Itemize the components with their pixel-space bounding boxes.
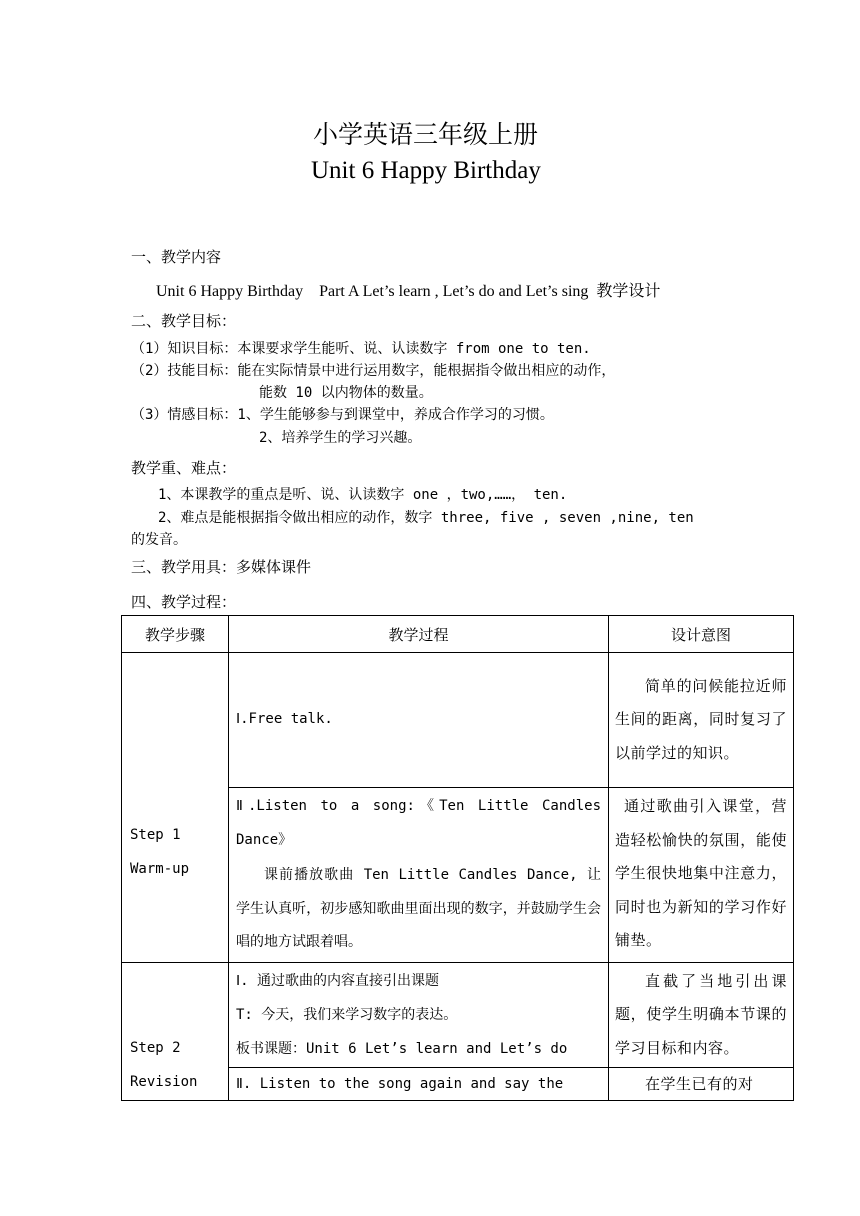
process-intro-3: 板书课题：Unit 6 Let’s learn and Let’s do: [236, 1040, 568, 1057]
process-intro-1: Ⅰ. 通过歌曲的内容直接引出课题: [236, 972, 439, 989]
key-point-1: 1、本课教学的重点是听、说、认读数字 one ，two,……， ten.: [158, 487, 568, 503]
process-song-body: 课前播放歌曲 Ten Little Candles Dance, 让学生认真听，初步感知歌曲里面出现的数字，并鼓励学生会唱的地方试跟着唱。: [236, 867, 601, 950]
header-intent: 设计意图: [609, 616, 794, 653]
header-step: 教学步骤: [122, 616, 229, 653]
section-3: 三、教学用具：多媒体课件: [131, 558, 312, 576]
table-row: [122, 962, 794, 1068]
key-points-heading: 教学重、难点：: [131, 459, 237, 477]
intent-cell: [609, 788, 794, 963]
intent-cell: [609, 962, 794, 1068]
section-1-content: Unit 6 Happy Birthday Part A Let’s learn , Let’s do and Let’s sing 教学设计: [156, 283, 661, 300]
process-cell: [229, 653, 609, 788]
goal-skill: （2）技能目标：能在实际情景中进行运用数字，能根据指令做出相应的动作，: [131, 363, 616, 379]
table-row: [122, 653, 794, 788]
intent-free-talk: 简单的问候能拉近师生间的距离，同时复习了以前学过的知识。: [615, 676, 787, 762]
step-2-sub: Revision: [130, 1073, 198, 1090]
process-song-title: Ⅱ.Listen to a song:《Ten Little Candles Dance》: [236, 798, 601, 848]
intent-song: 通过歌曲引入课堂，营造轻松愉快的氛围，能使学生很快地集中注意力，同时也为新知的学习作好铺垫。: [615, 797, 787, 949]
doc-title-cn: 小学英语三年级上册: [313, 122, 539, 149]
process-listen-again: Ⅱ. Listen to the song again and say the: [236, 1076, 564, 1092]
key-point-2-cont: 的发音。: [131, 532, 187, 548]
process-cell: [229, 1068, 609, 1101]
intent-listen-again: 在学生已有的对: [645, 1075, 754, 1093]
step-1-name: Step 1: [130, 827, 181, 844]
process-cell: [229, 962, 609, 1068]
process-cell: [229, 788, 609, 963]
goal-knowledge: （1）知识目标：本课要求学生能听、说、认读数字 from one to ten.: [131, 341, 591, 357]
process-intro-2: T: 今天，我们来学习数字的表达。: [236, 1006, 458, 1023]
intent-cell: [609, 1068, 794, 1101]
section-4-heading: 四、教学过程：: [131, 593, 237, 611]
step-2-cell: [122, 962, 229, 1101]
step-1-sub: Warm-up: [130, 861, 190, 878]
process-table: [121, 615, 794, 1101]
process-free-talk: Ⅰ.Free talk.: [236, 711, 333, 728]
header-process: 教学过程: [229, 616, 609, 653]
key-point-2: 2、难点是能根据指令做出相应的动作，数字 three, five , seven ,nine, ten: [158, 510, 694, 526]
intent-intro: 直截了当地引出课题，使学生明确本节课的学习目标和内容。: [615, 971, 787, 1057]
step-2-name: Step 2: [130, 1039, 181, 1056]
goal-emotion-cont: 2、培养学生的学习兴趣。: [259, 430, 422, 446]
section-1-heading: 一、教学内容: [131, 248, 222, 266]
table-header-row: [122, 616, 794, 653]
step-1-cell: [122, 653, 229, 963]
section-2-heading: 二、教学目标：: [131, 312, 237, 330]
goal-emotion: （3）情感目标：1、学生能够参与到课堂中，养成合作学习的习惯。: [131, 407, 554, 423]
goal-skill-cont: 能数 10 以内物体的数量。: [259, 385, 433, 401]
doc-title-en: Unit 6 Happy Birthday: [311, 157, 541, 184]
intent-cell: [609, 653, 794, 788]
